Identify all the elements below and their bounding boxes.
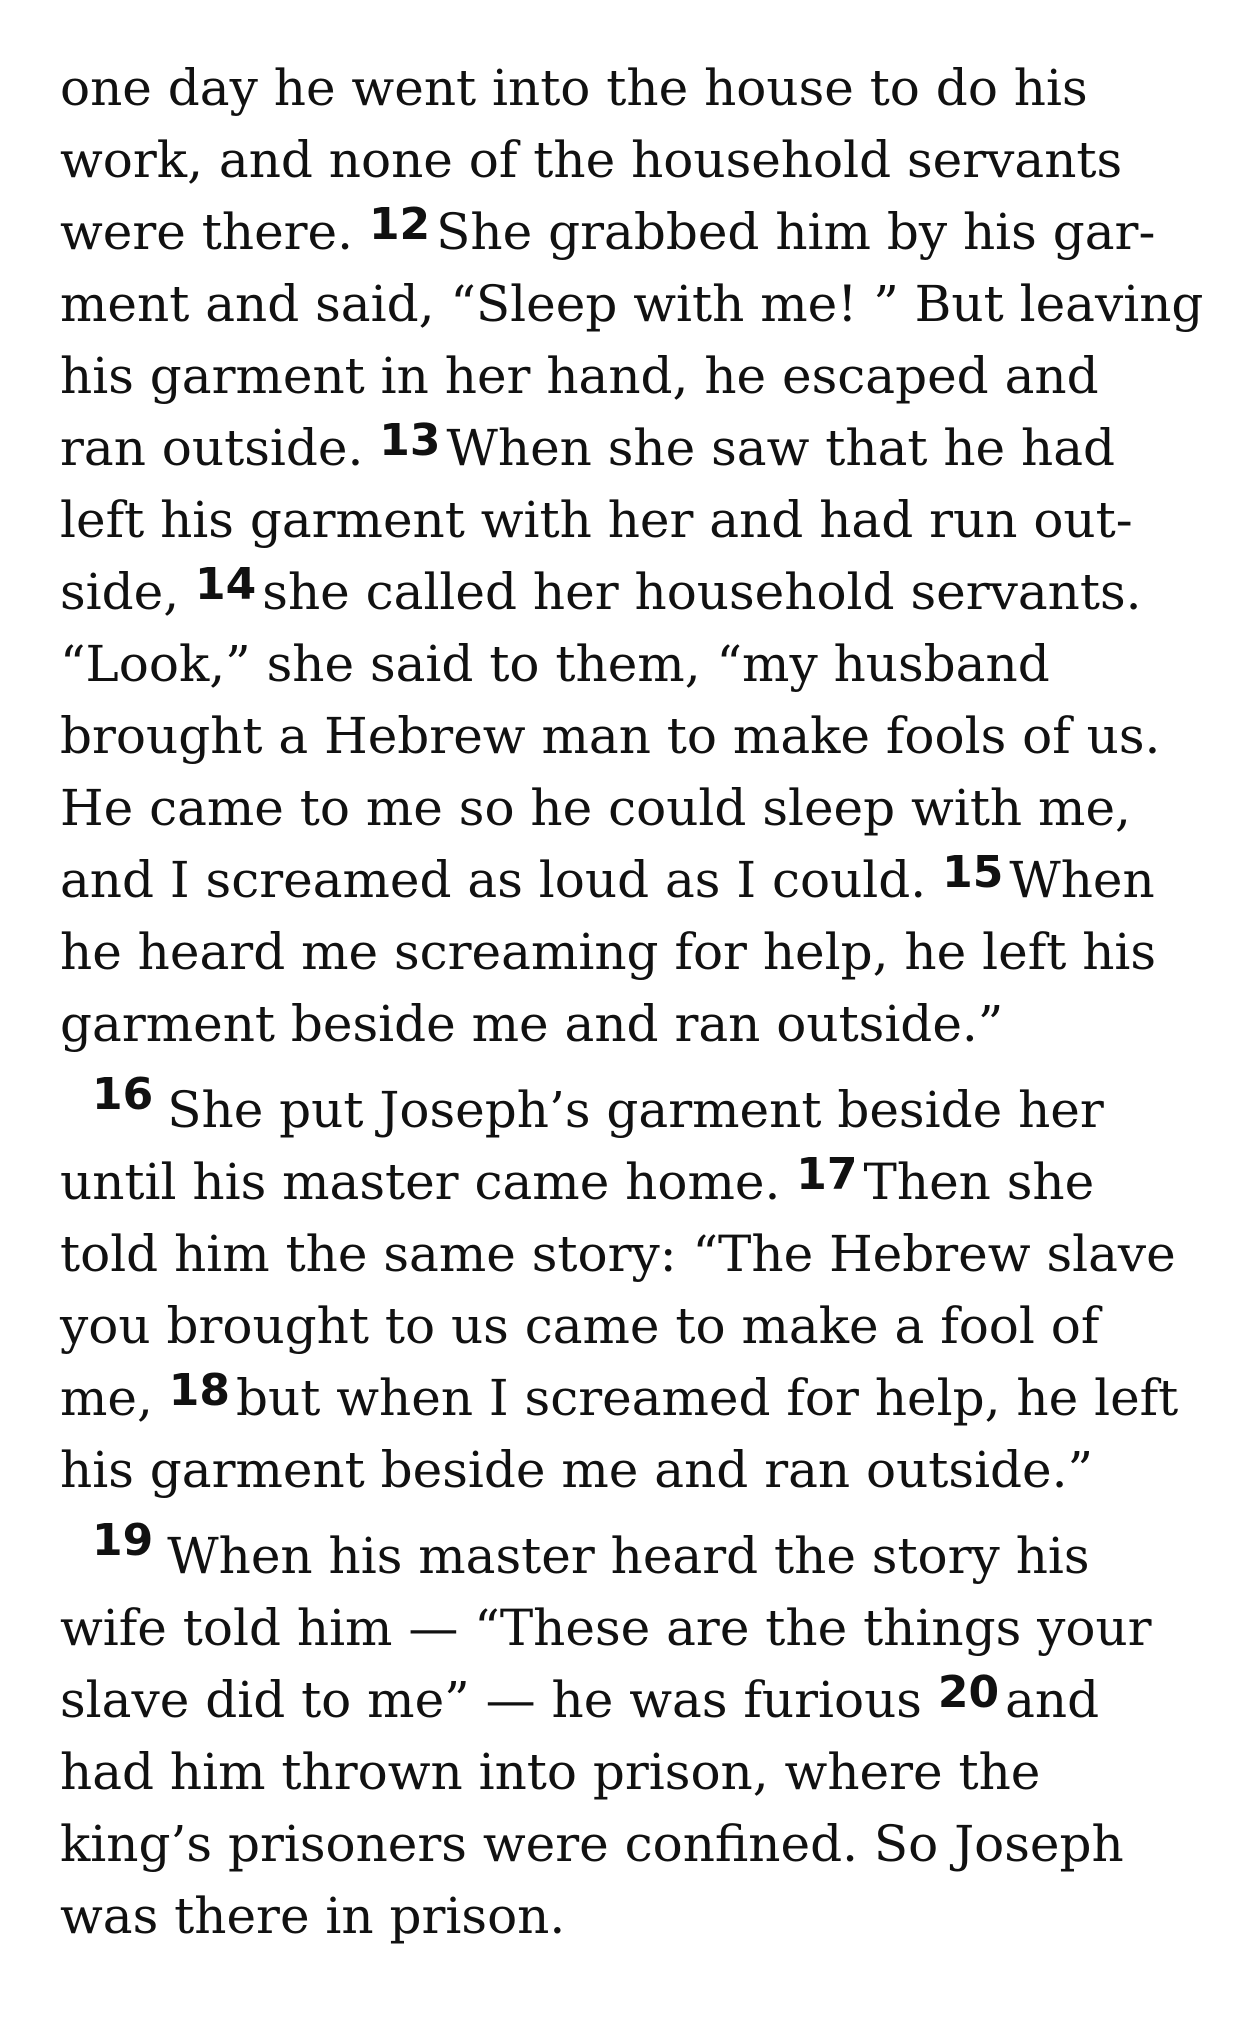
verse-text: When his master heard the story his <box>167 1527 1090 1585</box>
verse-text: and <box>1005 1671 1100 1729</box>
text-line <box>60 916 1200 988</box>
verse-text: he heard me screaming for help, he left his <box>60 923 1157 981</box>
text-line <box>60 1592 1200 1664</box>
verse-text: ran outside. <box>60 419 380 477</box>
text-line <box>60 52 1200 124</box>
text-line <box>60 988 1200 1060</box>
verse-number: 17 <box>796 1149 858 1200</box>
text-line <box>60 124 1200 196</box>
text-line <box>60 1808 1200 1880</box>
verse-text: Then she <box>863 1153 1095 1211</box>
verse-text: When <box>1009 851 1155 909</box>
text-line <box>60 412 1200 484</box>
verse-text: was there in prison. <box>60 1887 566 1945</box>
verse-text: his garment beside me and ran outside.” <box>60 1441 1094 1499</box>
verse-text: until his master came home. <box>60 1153 797 1211</box>
reading-page <box>60 52 1204 1952</box>
verse-number: 14 <box>195 559 257 610</box>
verse-text: work, and none of the household servants <box>60 131 1123 189</box>
verse-text: He came to me so he could sleep with me, <box>60 779 1131 837</box>
text-line <box>60 700 1200 772</box>
verse-number: 13 <box>379 415 441 466</box>
verse-text: garment beside me and ran outside.” <box>60 995 1004 1053</box>
text-line <box>60 1146 1200 1218</box>
verse-text: she called her household servants. <box>262 563 1142 621</box>
verse-text: ment and said, “Sleep with me! ” But leaving <box>60 275 1204 333</box>
verse-text: She grabbed him by his gar- <box>436 203 1156 261</box>
verse-number: 15 <box>942 847 1004 898</box>
verse-text: wife told him — “These are the things your <box>60 1599 1152 1657</box>
verse-text: but when I screamed for help, he left <box>236 1369 1179 1427</box>
verse-text: When she saw that he had <box>446 419 1116 477</box>
text-line <box>60 772 1200 844</box>
text-line <box>60 268 1204 340</box>
paragraph-start-line <box>60 1069 1200 1146</box>
verse-text: brought a Hebrew man to make fools of us. <box>60 707 1161 765</box>
verse-text: left his garment with her and had run out- <box>60 491 1133 549</box>
text-line <box>60 1880 1200 1952</box>
text-line <box>60 556 1200 628</box>
scripture-passage <box>60 52 1204 1952</box>
verse-number: 16 <box>92 1069 154 1120</box>
verse-text: king’s prisoners were confined. So Joseph <box>60 1815 1124 1873</box>
text-line <box>60 1218 1200 1290</box>
verse-text: She put Joseph’s garment beside her <box>167 1081 1104 1139</box>
verse-text: slave did to me” — he was furious <box>60 1671 938 1729</box>
verse-text: told him the same story: “The Hebrew slave <box>60 1225 1176 1283</box>
verse-text: side, <box>60 563 196 621</box>
text-line <box>60 1434 1200 1506</box>
verse-number: 18 <box>168 1365 231 1416</box>
verse-text: his garment in her hand, he escaped and <box>60 347 1099 405</box>
text-line <box>60 196 1200 268</box>
verse-text: me, <box>60 1369 169 1427</box>
text-line <box>60 1736 1200 1808</box>
text-line <box>60 484 1200 556</box>
verse-number: 19 <box>92 1515 154 1566</box>
verse-number: 12 <box>368 199 431 250</box>
verse-number: 20 <box>937 1667 1000 1718</box>
text-line <box>60 844 1200 916</box>
verse-text: you brought to us came to make a fool of <box>60 1297 1100 1355</box>
text-line <box>60 1664 1200 1736</box>
paragraph-start-line <box>60 1515 1200 1592</box>
text-line <box>60 628 1200 700</box>
verse-text: were there. <box>60 203 369 261</box>
verse-text: “Look,” she said to them, “my husband <box>60 635 1050 693</box>
text-line <box>60 340 1200 412</box>
verse-text: one day he went into the house to do his <box>60 59 1088 117</box>
text-line <box>60 1362 1200 1434</box>
verse-text: and I screamed as loud as I could. <box>60 851 943 909</box>
text-line <box>60 1290 1200 1362</box>
verse-text: had him thrown into prison, where the <box>60 1743 1041 1801</box>
